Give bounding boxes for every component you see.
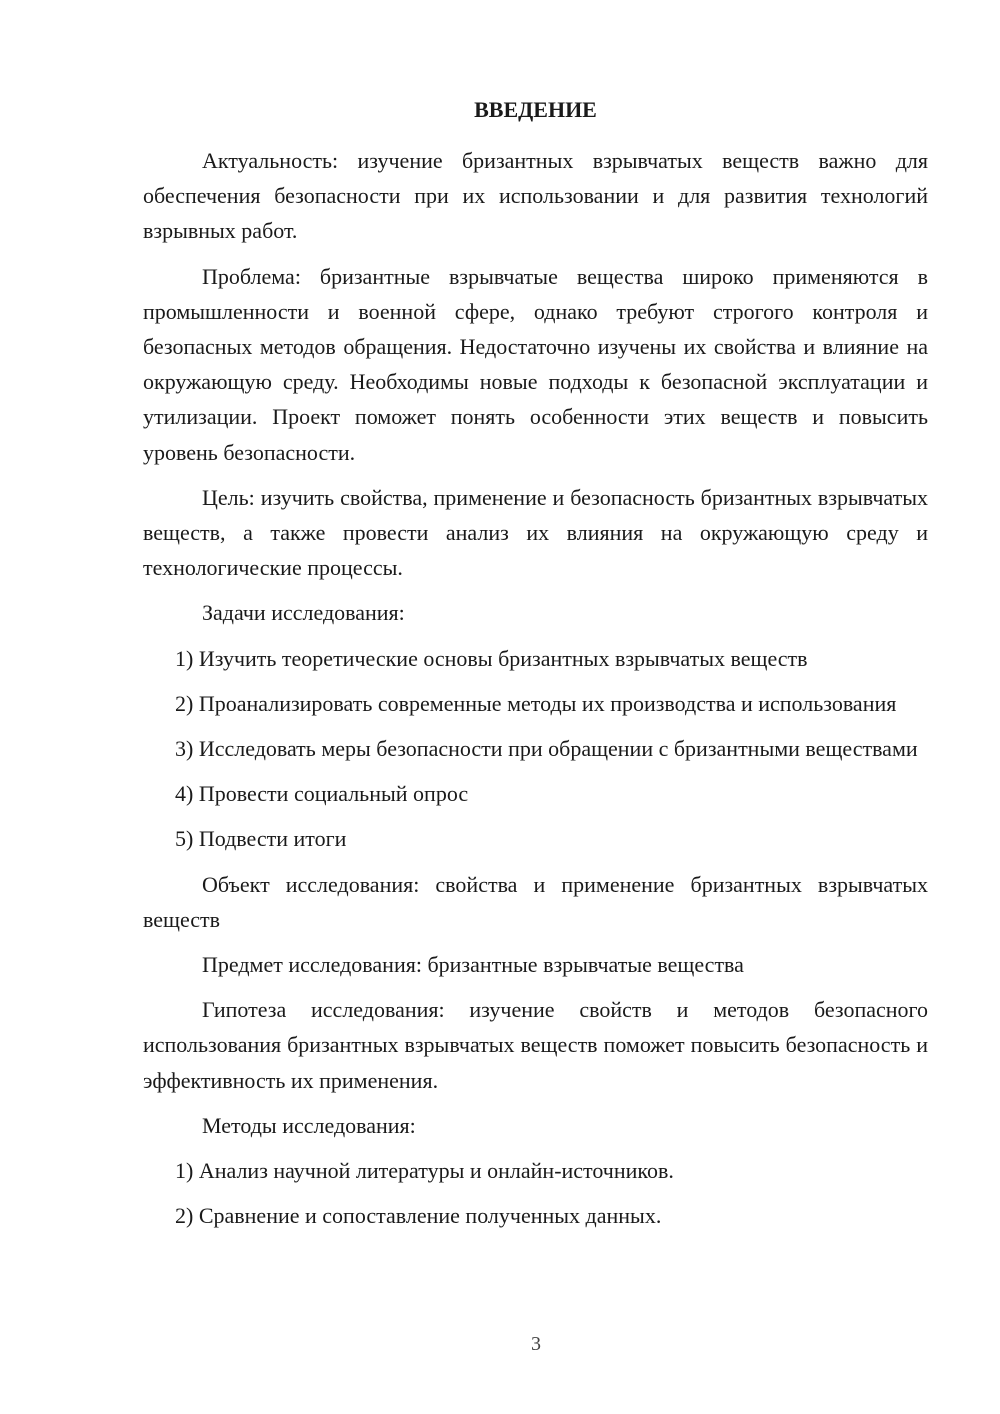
task-item: 1) Изучить теоретические основы бризантных взрывчатых веществ <box>175 645 808 671</box>
hypothesis-paragraph: Гипотеза исследования: изучение свойств и методов безопасного использования бризантных взрывчатых веществ поможет повысить безопасность и эффективность их применения. <box>143 997 928 1093</box>
method-item: 2) Сравнение и сопоставление полученных данных. <box>175 1203 662 1229</box>
page-title: ВВЕДЕНИЕ <box>474 97 597 122</box>
goal-paragraph: Цель: изучить свойства, применение и безопасность бризантных взрывчатых веществ, а также провести анализ их влияния на окружающую среду и технологические процессы. <box>143 484 928 581</box>
task-item: 2) Проанализировать современные методы их производства и использования <box>175 690 897 716</box>
method-item: 1) Анализ научной литературы и онлайн-источников. <box>175 1158 674 1184</box>
task-item: 5) Подвести итоги <box>175 826 347 852</box>
task-item: 4) Провести социальный опрос <box>175 781 469 807</box>
tasks-heading: Задачи исследования: <box>202 600 405 626</box>
methods-heading: Методы исследования: <box>202 1112 416 1138</box>
page-number: 3 <box>531 1333 541 1355</box>
problem-paragraph: Проблема: бризантные взрывчатые вещества широко применяются в промышленности и военной сфере, однако требуют строгого контроля и безопасных методов обращения. Недостаточно изучены их свойства и влияние на окружающую среду. Необходимы новые подходы к безопасной эксплуатации и утилизации. Проект поможет понять особенности этих веществ и повысить уровень безопасности. <box>143 263 928 465</box>
object-paragraph: Объект исследования: свойства и применение бризантных взрывчатых веществ <box>143 871 928 932</box>
relevance-paragraph: Актуальность: изучение бризантных взрывчатых веществ важно для обеспечения безопасности при их использовании и для развития технологий взрывных работ. <box>143 148 928 244</box>
task-item: 3) Исследовать меры безопасности при обращении с бризантными веществами <box>175 736 918 762</box>
text-body <box>143 93 928 1243</box>
subject-paragraph: Предмет исследования: бризантные взрывчатые вещества <box>202 952 744 978</box>
